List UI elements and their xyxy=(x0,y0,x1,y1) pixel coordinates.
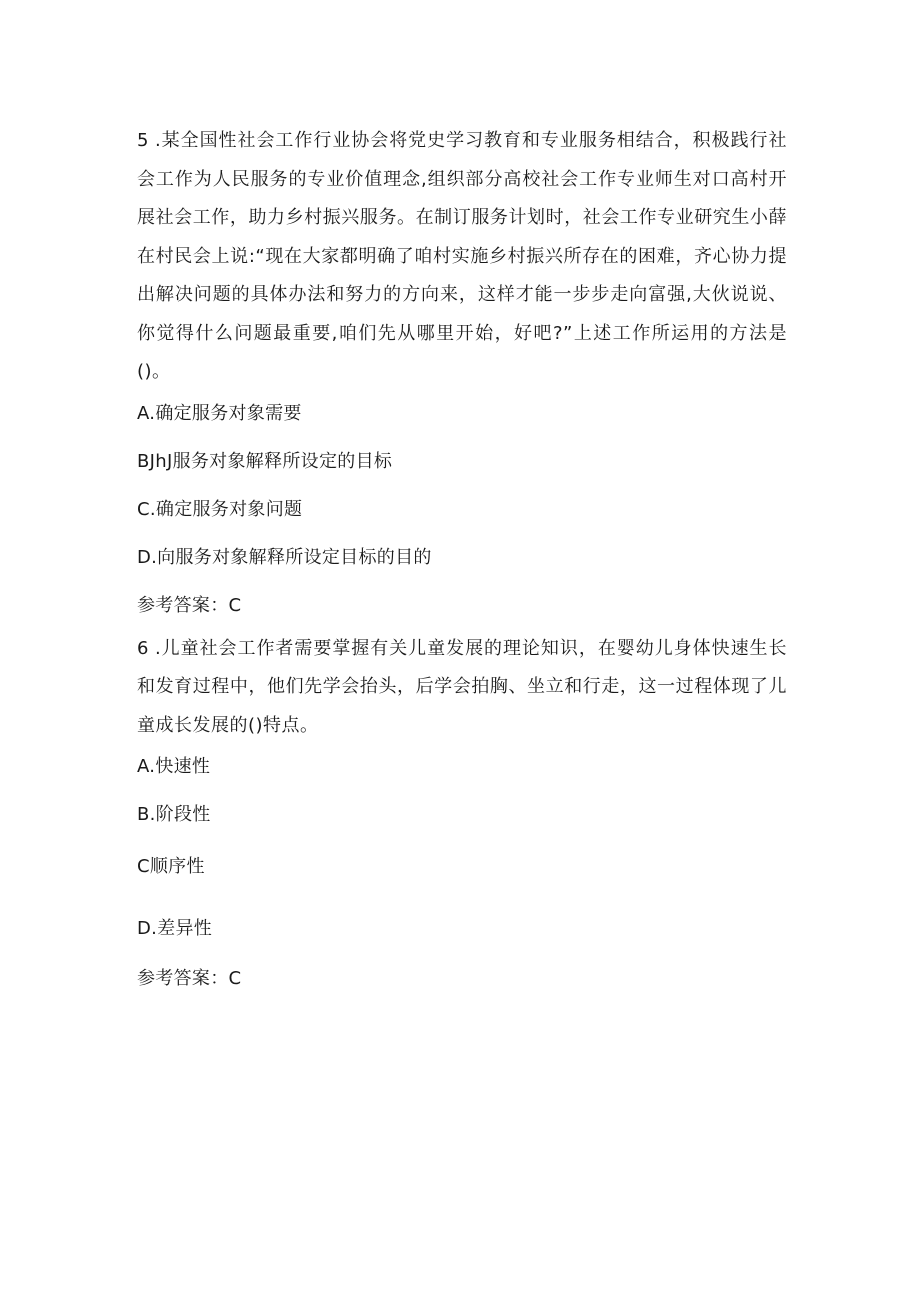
option-b: B.阶段性 xyxy=(137,804,211,825)
question-text: .儿童社会工作者需要掌握有关儿童发展的理论知识，在婴幼儿身体快速生长和发育过程中，他们先学会抬头，后学会拍胸、坐立和行走，这一过程体现了儿童成长发展的()特点。 xyxy=(137,637,787,736)
question-stem xyxy=(137,630,787,746)
question-6 xyxy=(137,630,787,992)
option-d: D.差异性 xyxy=(137,918,213,939)
option-a: A.快速性 xyxy=(137,756,211,777)
option-a: A.确定服务对象需要 xyxy=(137,402,302,424)
question-text: .某全国性社会工作行业协会将党史学习教育和专业服务相结合，积极践行社会工作为人民服务的专业价值理念,组织部分高校社会工作专业师生对口高村开展社会工作，助力乡村振兴服务。在制订服务计划时，社会工作专业研究生小薛在村民会上说:“现在大家都明确了咱村实施乡村振兴所存在的困难，齐心协力提出解决问题的具体办法和努力的方向来，这样才能一步步走向富强,大伙说说、你觉得什么问题最重要,咱们先从哪里开始，好吧?”上述工作所运用的方法是()。 xyxy=(137,130,787,382)
reference-answer: 参考答案：C xyxy=(137,594,242,616)
option-d: D.向服务对象解释所设定目标的目的 xyxy=(137,546,432,568)
question-number: 6 xyxy=(137,637,149,659)
question-stem xyxy=(137,122,787,392)
option-c: C.确定服务对象问题 xyxy=(137,498,303,520)
document-content xyxy=(137,122,787,991)
reference-answer: 参考答案：C xyxy=(137,968,242,989)
question-number: 5 xyxy=(137,130,149,151)
option-c: C顺序性 xyxy=(137,856,205,877)
question-5 xyxy=(137,122,787,618)
option-b: BJhJ服务对象解释所设定的目标 xyxy=(137,450,393,472)
